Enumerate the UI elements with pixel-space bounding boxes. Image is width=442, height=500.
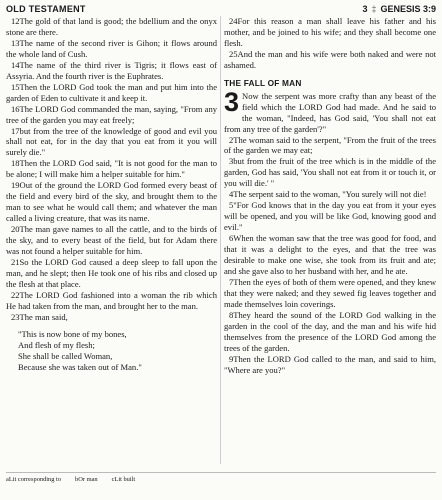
column-divider [220, 16, 221, 464]
verse-3-6: 6When the woman saw that the tree was good for food, and that it was a delight to the eyes, and that the tree was desirable to make one wise, she took from its fruit and ate; and she gave also to her husband with her, and he ate. [224, 233, 436, 276]
poem-line: And flesh of my flesh; [18, 339, 95, 350]
page-number: 3 [362, 4, 368, 14]
footnote-b: bOr man [75, 476, 98, 483]
page-reference [362, 4, 436, 14]
header-separator: ‡ [371, 4, 377, 14]
footnote-c: cLit built [111, 476, 136, 483]
verse-2-21: 21So the LORD God caused a deep sleep to fall upon the man, and he slept; then He took one of his ribs and closed up the flesh at that place. [6, 256, 217, 289]
verse-2-20: 20The man gave names to all the cattle, and to the birds of the sky, and to every beast of the field, but for Adam there was not found a helper suitable for him. [6, 224, 217, 257]
verse-2-17: 17but from the tree of the knowledge of good and evil you shall not eat, for in the day that you eat from it you will surely die." [6, 125, 217, 158]
verse-2-15: 15Then the LORD God took the man and put him into the garden of Eden to cultivate it and keep it. [6, 81, 217, 103]
verse-3-9: 9Then the LORD God called to the man, and said to him, "Where are you?" [224, 353, 436, 375]
left-column [6, 16, 217, 373]
two-column-text [6, 16, 436, 464]
verse-2-22: 22The LORD God fashioned into a woman the rib which He had taken from the man, and brought her to the man. [6, 289, 217, 311]
verse-3-7: 7Then the eyes of both of them were opened, and they knew that they were naked; and they sewed fig leaves together and made themselves loin coverings. [224, 276, 436, 309]
verse-2-16: 16The LORD God commanded the man, saying, "From any tree of the garden you may eat freely; [6, 103, 217, 125]
footnotes [6, 472, 436, 483]
chapter-number: 3 [224, 86, 240, 117]
chapter-verse-reference: GENESIS 3:9 [380, 4, 436, 14]
poem-block [18, 329, 217, 373]
verse-3-8: 8They heard the sound of the LORD God walking in the garden in the cool of the day, and the man and his wife hid themselves from the presence of the LORD God among the trees of the garden. [224, 309, 436, 353]
verse-3-1-text: Now the serpent was more crafty than any beast of the field which the LORD God had made. And he said to the woman, "Indeed, has God said, 'You shall not eat from any tree of the garden'?" [224, 90, 436, 134]
verse-2-18: 18Then the LORD God said, "It is not good for the man to be alone; I will make him a helper suitable for him." [6, 158, 217, 180]
verse-2-23: 23The man said, [11, 311, 68, 322]
verse-3-4: 4The serpent said to the woman, "You surely will not die! [229, 189, 427, 200]
verse-2-14: 14The name of the third river is Tigris; it flows east of Assyria. And the fourth river is the Euphrates. [6, 59, 217, 81]
verse-3-3: 3but from the fruit of the tree which is in the middle of the garden, God has said, 'You shall not eat from it or touch it, or you will die.' " [224, 156, 436, 189]
verse-3-2: 2The woman said to the serpent, "From the fruit of the trees of the garden we may eat; [224, 134, 436, 156]
verse-3-1 [224, 86, 436, 135]
section-heading: THE FALL OF MAN [224, 77, 302, 88]
right-column [224, 16, 436, 376]
poem-line: She shall be called Woman, [18, 350, 113, 361]
verse-2-24: 24For this reason a man shall leave his father and his mother, and be joined to his wife; and they shall become one flesh. [224, 16, 436, 48]
verse-3-5: 5"For God knows that in the day you eat from it your eyes will be opened, and you will be like God, knowing good and evil." [224, 200, 436, 233]
running-header [6, 4, 436, 16]
poem-line: Because she was taken out of Man." [18, 361, 142, 372]
verse-2-13: 13The name of the second river is Gihon; it flows around the whole land of Cush. [6, 37, 217, 59]
poem-line: "This is now bone of my bones, [18, 328, 127, 339]
testament-title: OLD TESTAMENT [6, 4, 86, 14]
verse-2-12: 12The gold of that land is good; the bdellium and the onyx stone are there. [6, 16, 217, 37]
verse-2-19: 19Out of the ground the LORD God formed every beast of the field and every bird of the sky, and brought them to the man to see what he would call them; and whatever the man called a living creature, that was its name. [6, 180, 217, 224]
footnote-a: aLit corresponding to [6, 476, 62, 483]
verse-2-25: 25And the man and his wife were both naked and were not ashamed. [224, 48, 436, 70]
